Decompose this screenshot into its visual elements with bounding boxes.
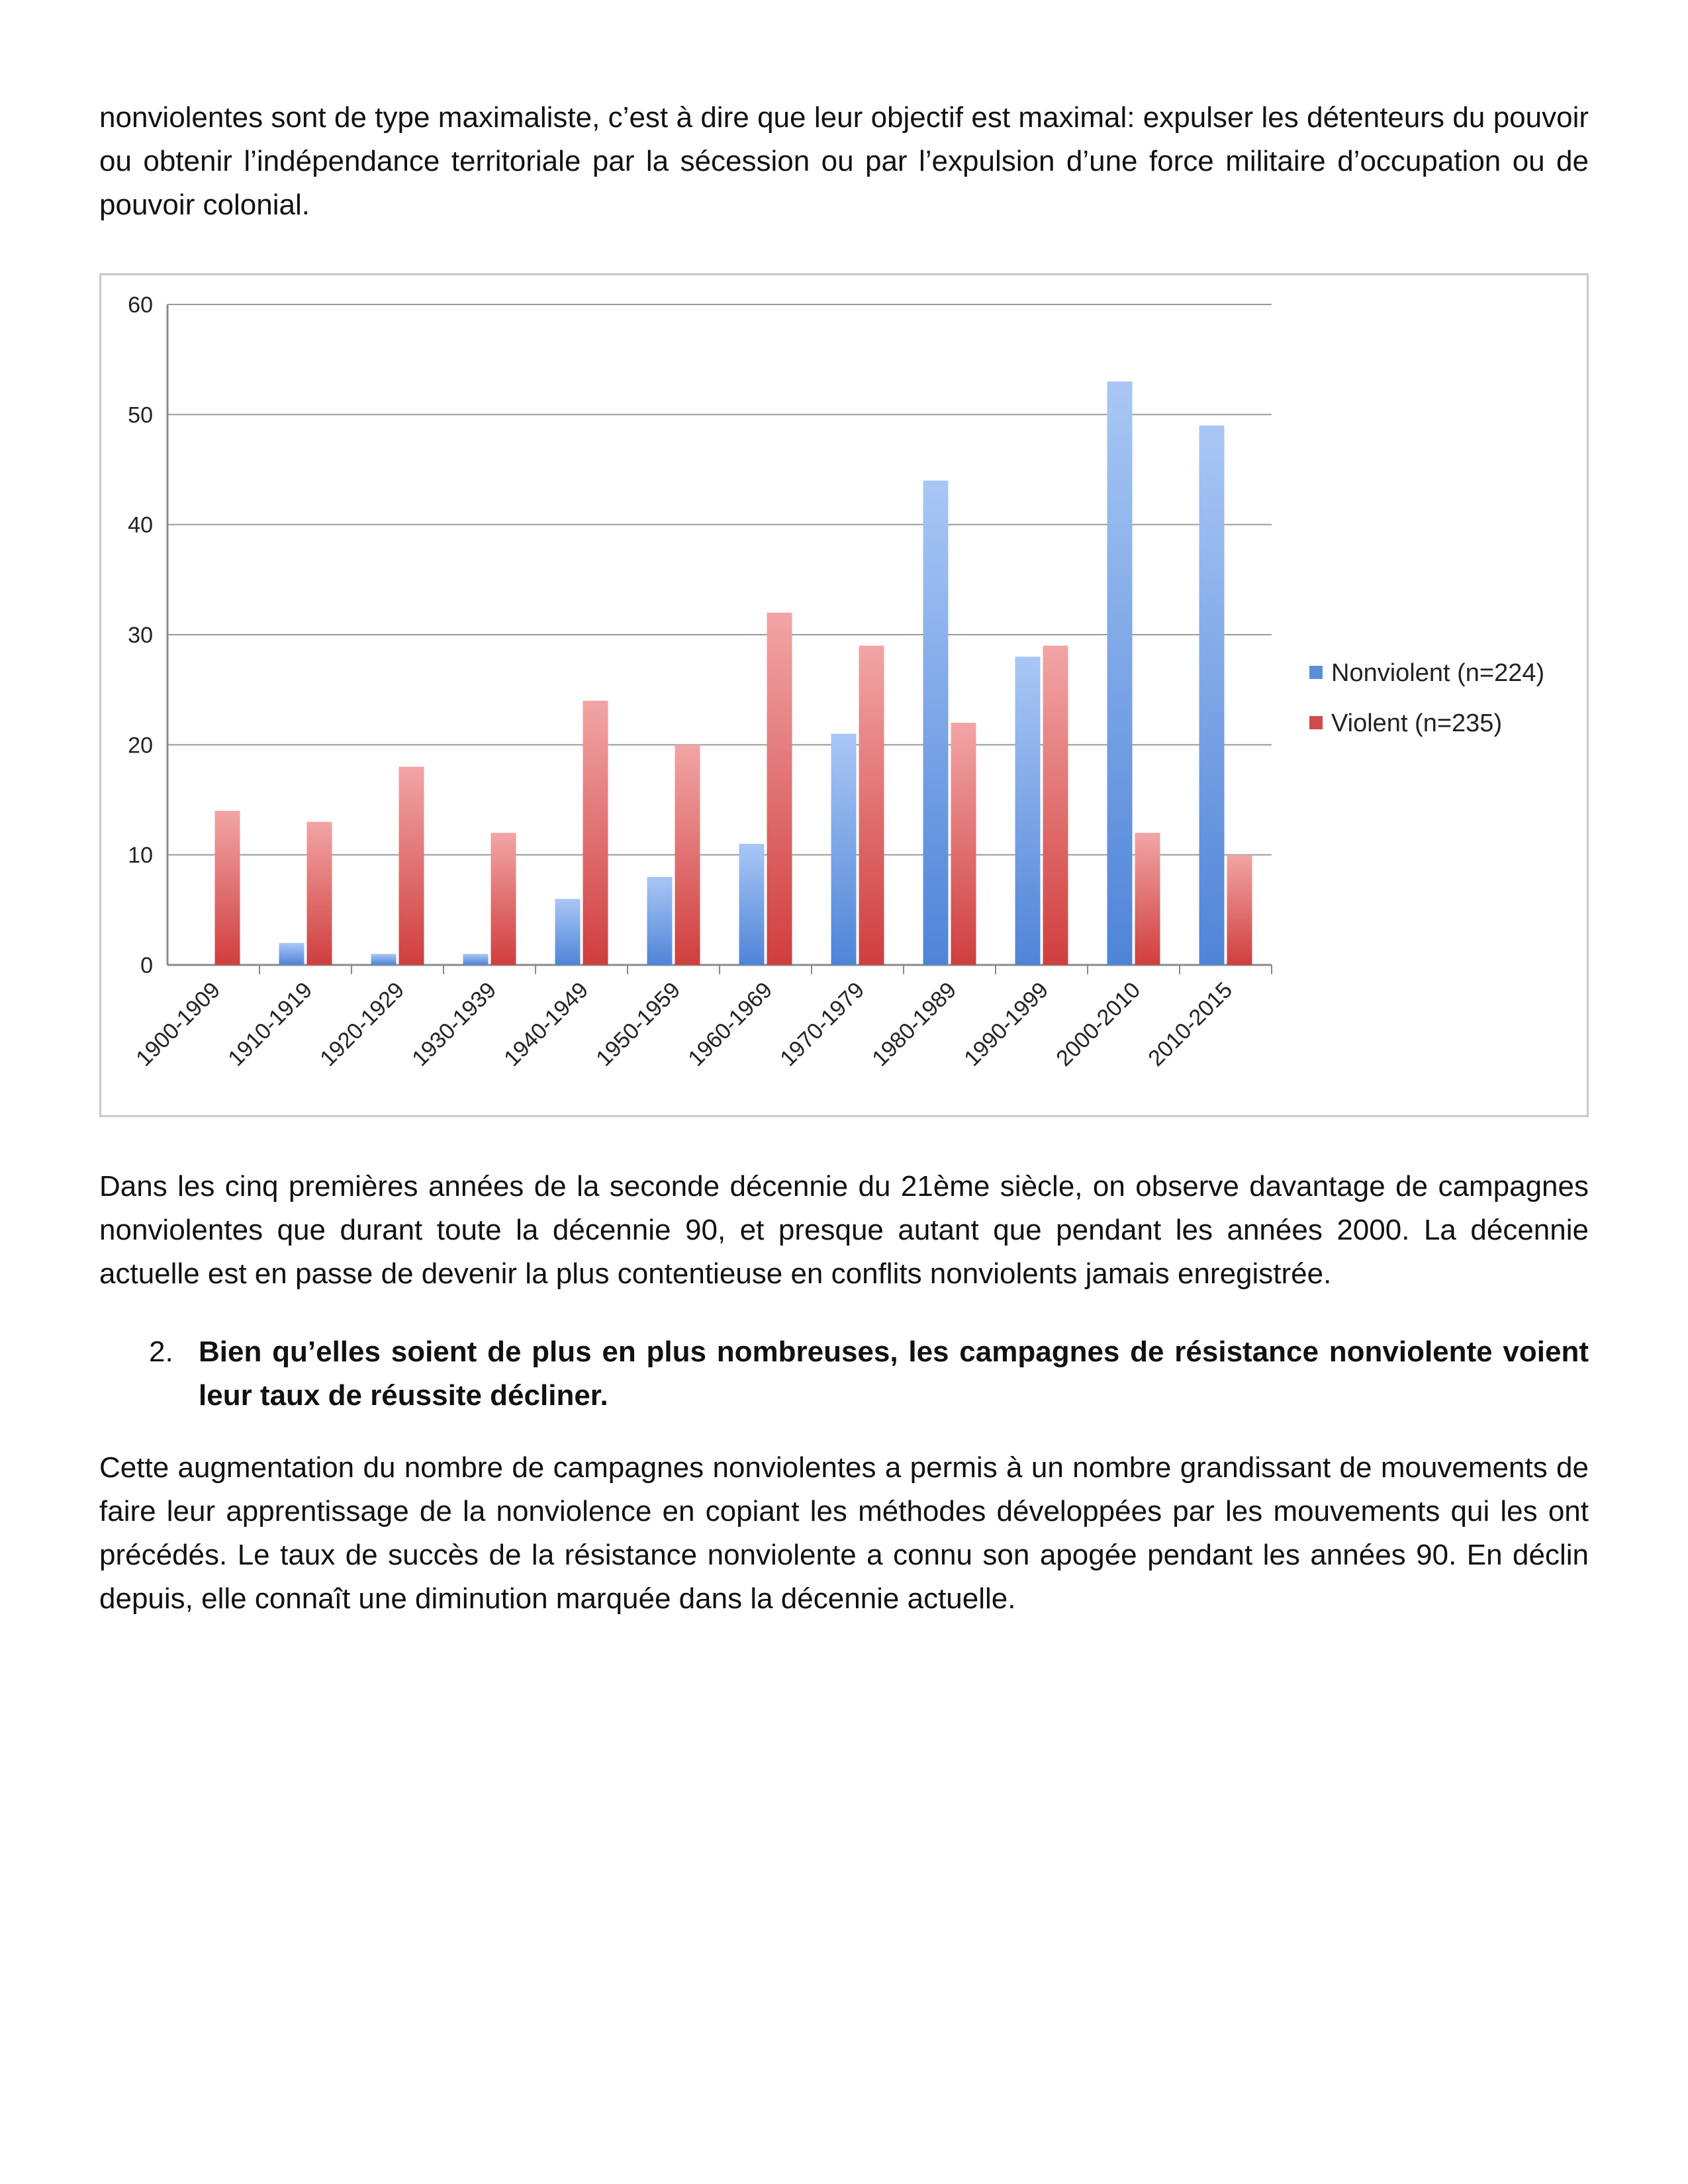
- legend-label-nonviolent: Nonviolent (n=224): [1331, 659, 1545, 687]
- bar-violent: [215, 811, 240, 965]
- x-tick-label: 1910-1919: [223, 977, 318, 1071]
- x-tick-label: 1980-1989: [867, 977, 962, 1071]
- legend-swatch-nonviolent: [1309, 666, 1323, 679]
- legend: [1309, 659, 1544, 737]
- bar-nonviolent: [647, 877, 673, 965]
- x-tick-label: 1900-1909: [131, 977, 226, 1071]
- list-number: 2.: [149, 1336, 173, 1368]
- intro-paragraph: nonviolentes sont de type maximaliste, c’est à dire que leur objectif est maximal: expulser les détenteurs du pouvoir ou obtenir l’indépendance territoriale par la sécession ou par l’expulsion d’une force militaire d’occupation ou de pouvoir colonial.: [99, 101, 1589, 221]
- y-tick-label: 60: [128, 293, 153, 318]
- bar-violent: [1043, 646, 1068, 965]
- conclusion-paragraph: Cette augmentation du nombre de campagnes nonviolentes a permis à un nombre grandissant de mouvements de faire leur apprentissage de la nonviolence en copiant les méthodes développées par les mouvements qui les ont précédés. Le taux de succès de la résistance nonviolente a connu son apogée pendant les années 90. En déclin depuis, elle connaît une diminution marquée dans la décennie actuelle.: [99, 1451, 1589, 1615]
- legend-label-violent: Violent (n=235): [1331, 709, 1503, 737]
- list-heading-text: Bien qu’elles soient de plus en plus nombreuses, les campagnes de résistance nonviolente voient leur taux de réussite décliner.: [199, 1336, 1589, 1412]
- bars: [215, 381, 1252, 965]
- bar-violent: [307, 822, 332, 965]
- chart-svg: [101, 275, 1587, 1115]
- bar-nonviolent: [739, 844, 765, 965]
- bar-chart: [99, 273, 1589, 1117]
- x-tick-label: 1950-1959: [591, 977, 686, 1071]
- y-tick-label: 0: [140, 953, 153, 978]
- bar-violent: [1227, 855, 1252, 965]
- bar-nonviolent: [1199, 426, 1225, 965]
- bar-violent: [583, 701, 608, 965]
- bar-violent: [951, 723, 976, 965]
- bar-nonviolent: [923, 480, 949, 965]
- x-tick-label: 1920-1929: [315, 977, 410, 1071]
- bar-nonviolent: [1015, 657, 1041, 965]
- y-axis-labels: [128, 293, 153, 978]
- bar-violent: [767, 613, 792, 965]
- bar-nonviolent: [279, 943, 305, 965]
- bar-violent: [491, 833, 516, 965]
- numbered-heading: [99, 1330, 1589, 1418]
- y-tick-label: 50: [128, 402, 153, 428]
- y-tick-label: 30: [128, 623, 153, 648]
- bar-violent: [399, 767, 424, 965]
- x-tick-label: 2010-2015: [1143, 977, 1238, 1071]
- x-tick-label: 1960-1969: [683, 977, 778, 1071]
- bar-nonviolent: [1107, 381, 1133, 965]
- x-tick-label: 2000-2010: [1051, 977, 1146, 1071]
- x-tick-label: 1930-1939: [407, 977, 502, 1071]
- analysis-paragraph: Dans les cinq premières années de la seconde décennie du 21ème siècle, on observe davantage de campagnes nonviolentes que durant toute la décennie 90, et presque autant que pendant les années 2000. La décennie actuelle est en passe de devenir la plus contentieuse en conflits nonviolents jamais enregistrée.: [99, 1170, 1589, 1290]
- y-tick-label: 10: [128, 842, 153, 868]
- x-tick-label: 1970-1979: [775, 977, 870, 1071]
- y-tick-label: 40: [128, 512, 153, 538]
- x-tick-label: 1990-1999: [959, 977, 1054, 1071]
- x-tick-label: 1940-1949: [499, 977, 594, 1071]
- bar-violent: [675, 745, 700, 965]
- legend-swatch-violent: [1309, 716, 1323, 729]
- bar-nonviolent: [831, 734, 857, 965]
- y-tick-label: 20: [128, 733, 153, 758]
- bar-nonviolent: [463, 954, 489, 965]
- bar-violent: [859, 646, 884, 965]
- gridlines: [167, 304, 1272, 974]
- bar-violent: [1135, 833, 1160, 965]
- x-axis-labels: [131, 978, 1237, 1071]
- bar-nonviolent: [371, 954, 397, 965]
- bar-nonviolent: [555, 899, 581, 965]
